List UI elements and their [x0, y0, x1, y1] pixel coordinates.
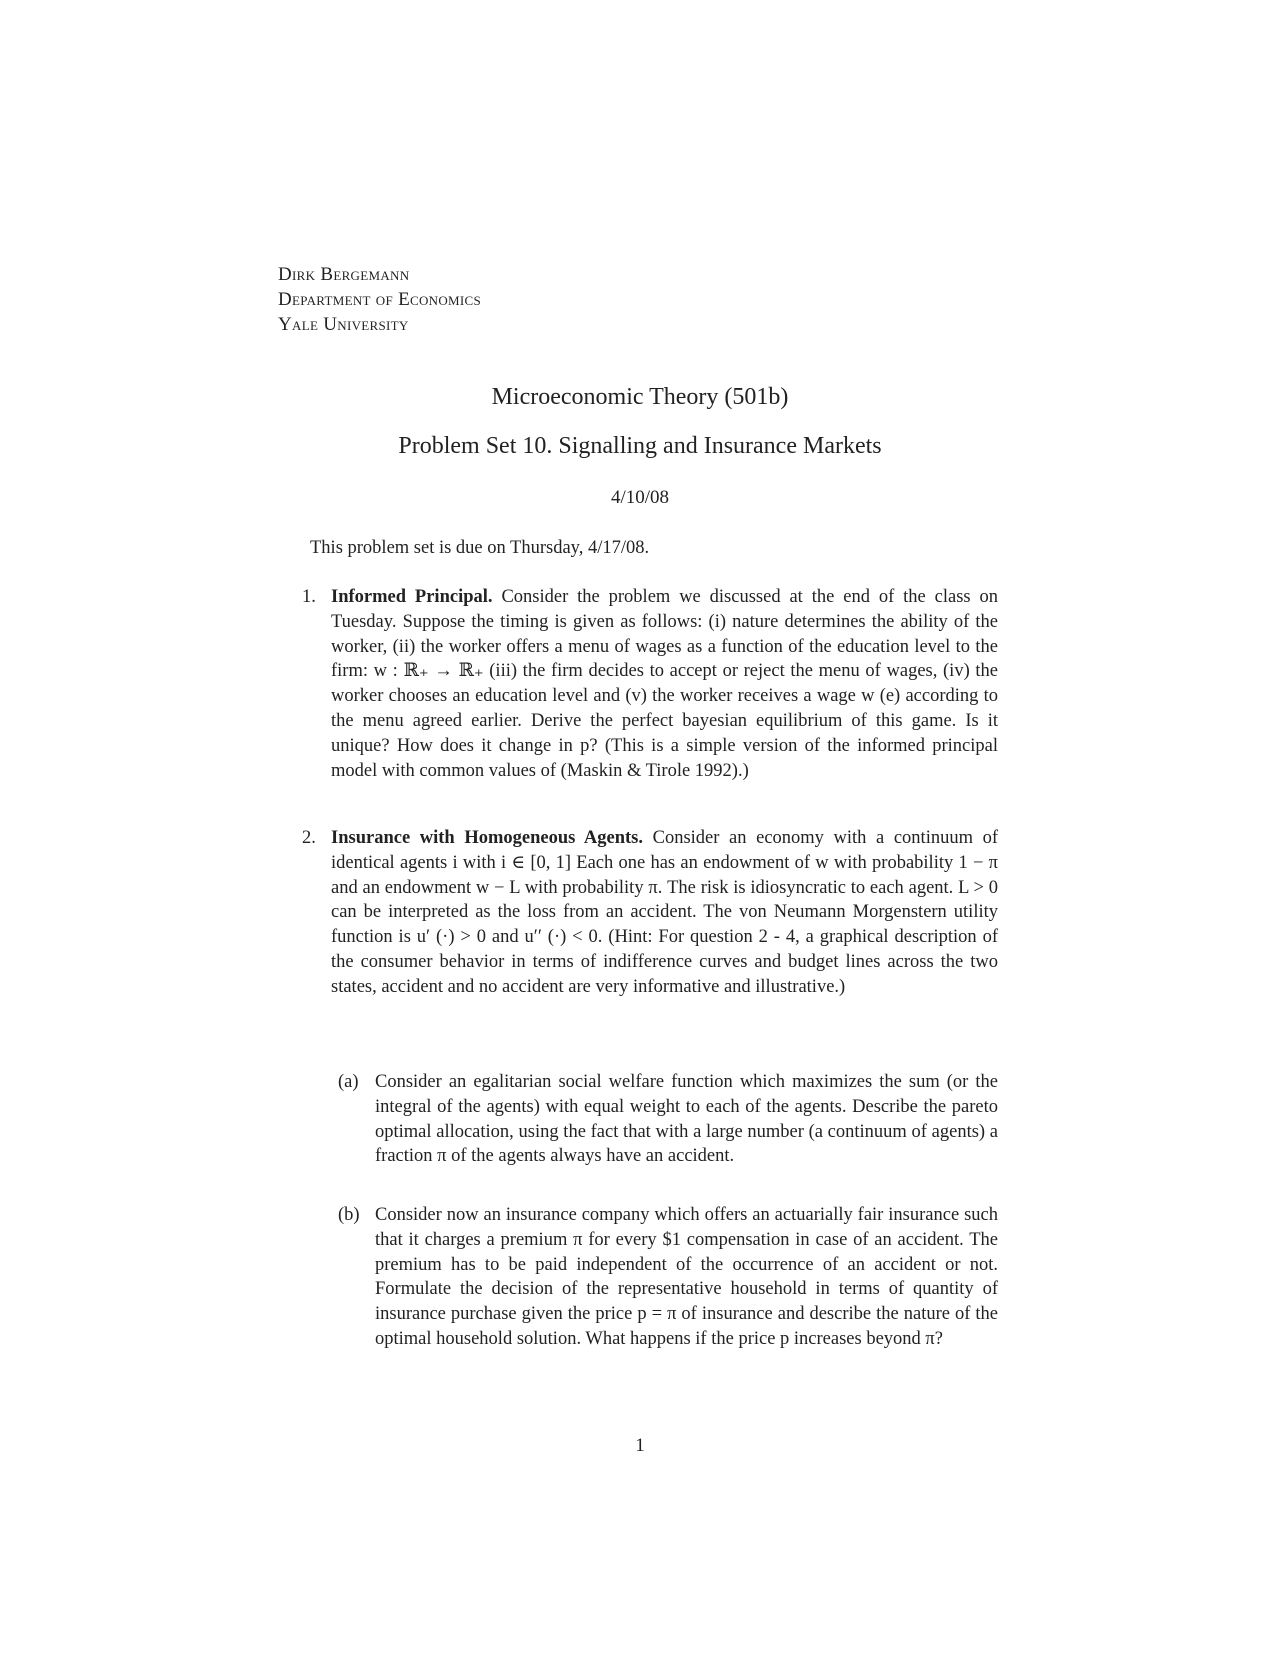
problem-text: Consider the problem we discussed at the end of the class on Tuesday. Suppose the timing is given as follows: (i) nature determines the ability of the worker, (ii) the worker offers a menu of wages as a function of the education level to the firm: w : ℝ₊ → ℝ₊ (iii) the firm decides to accept or reject the menu of wages, (iv) the worker chooses an education level and (v) the worker receives a wage w (e) according to the menu agreed earlier. Derive the perfect bayesian equilibrium of this game. Is it unique? How does it change in p? (This is a simple version of the informed principal model with common values of (Maskin & Tirole 1992).) [331, 587, 999, 781]
subpart-a [338, 1070, 998, 1169]
author-block [278, 262, 481, 337]
issue-date: 4/10/08 [610, 487, 670, 508]
problem-2 [302, 826, 998, 1000]
problem-heading: Informed Principal. [331, 587, 493, 607]
problem-number: 1. [302, 587, 316, 607]
course-title: Microeconomic Theory (501b) [491, 384, 789, 410]
subpart-b [338, 1203, 998, 1352]
university-name: Yale University [278, 314, 409, 335]
due-note: This problem set is due on Thursday, 4/17/08. [310, 538, 650, 558]
page-number: 1 [635, 1435, 645, 1456]
author-name: Dirk Bergemann [278, 264, 410, 285]
problem-heading: Insurance with Homogeneous Agents. [331, 828, 644, 848]
problem-body [331, 585, 998, 783]
subpart-label: (a) [338, 1072, 359, 1092]
problem-text: Consider an economy with a continuum of identical agents i with i ∈ [0, 1] Each one has an endowment of w with probability 1 − π and an endowment w − L with probability π. The risk is idiosyncratic to each agent. L > 0 can be interpreted as the loss from an accident. The von Neumann Morgenstern utility function is u′ (·) > 0 and u′′ (·) < 0. (Hint: For question 2 - 4, a graphical description of the consumer behavior in terms of indifference curves and budget lines across the two states, accident and no accident are very informative and illustrative.) [331, 828, 998, 997]
department-name: Department of Economics [278, 289, 481, 310]
subpart-label: (b) [338, 1205, 360, 1225]
subpart-text: Consider an egalitarian social welfare function which maximizes the sum (or the integral of the agents) with equal weight to each of the agents. Describe the pareto optimal allocation, using the fact that with a large number (a continuum of agents) a fraction π of the agents always have an accident. [375, 1072, 998, 1167]
subpart-text: Consider now an insurance company which offers an actuarially fair insurance such that it charges a premium π for every $1 compensation in case of an accident. The premium has to be paid independent of the occurrence of an accident or not. Formulate the decision of the representative household in terms of quantity of insurance purchase given the price p = π of insurance and describe the nature of the optimal household solution. What happens if the price p increases beyond π? [375, 1205, 998, 1349]
problem-1 [302, 585, 998, 783]
problem-number: 2. [302, 828, 316, 848]
problem-set-title: Problem Set 10. Signalling and Insurance Markets [398, 433, 882, 459]
problem-body [331, 826, 998, 1000]
